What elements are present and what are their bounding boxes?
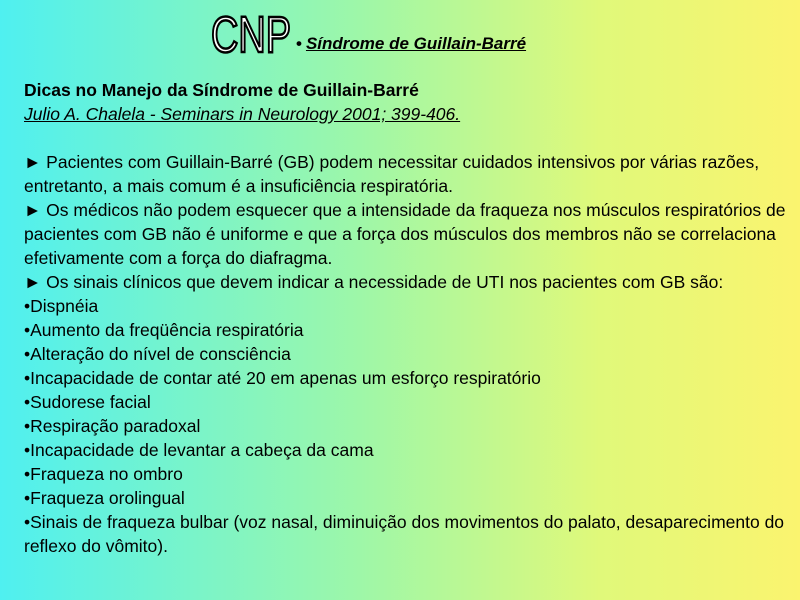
sign-item: •Respiração paradoxal (24, 416, 201, 436)
spacer (24, 126, 794, 150)
sign-item: •Sinais de fraqueza bulbar (voz nasal, diminuição dos movimentos do palato, desaparecimento do reflexo do vômito). (24, 512, 785, 556)
sign-item: •Dispnéia (24, 296, 99, 316)
slide-title-line (296, 34, 526, 54)
sign-item: •Alteração do nível de consciência (24, 344, 291, 364)
sign-item: •Incapacidade de contar até 20 em apenas um esforço respiratório (24, 368, 541, 388)
article-citation: Julio A. Chalela - Seminars in Neurology 2001; 399-406. (24, 104, 461, 124)
slide-content (24, 78, 794, 558)
sign-item: •Incapacidade de levantar a cabeça da cama (24, 440, 374, 460)
sign-item: •Aumento da freqüência respiratória (24, 320, 304, 340)
slide-title: Síndrome de Guillain-Barré (305, 34, 527, 53)
cnp-logo (208, 12, 294, 62)
sign-item: •Fraqueza orolingual (24, 488, 185, 508)
sign-item: •Fraqueza no ombro (24, 464, 183, 484)
cnp-logo-text: CNP (211, 12, 291, 62)
article-heading: Dicas no Manejo da Síndrome de Guillain-Barré (24, 80, 419, 100)
title-bullet: • (296, 34, 302, 53)
sign-item: •Sudorese facial (24, 392, 151, 412)
paragraph-1: ► Pacientes com Guillain-Barré (GB) podem necessitar cuidados intensivos por várias razões, entretanto, a mais comum é a insuficiência respiratória. (24, 152, 760, 196)
cnp-logo-graphic (208, 12, 294, 62)
paragraph-3: ► Os sinais clínicos que devem indicar a necessidade de UTI nos pacientes com GB são: (24, 272, 724, 292)
paragraph-2: ► Os médicos não podem esquecer que a intensidade da fraqueza nos músculos respiratórios de pacientes com GB não é uniforme e que a força dos músculos dos membros não se correlaciona efetivamente com a força do diafragma. (24, 200, 786, 268)
